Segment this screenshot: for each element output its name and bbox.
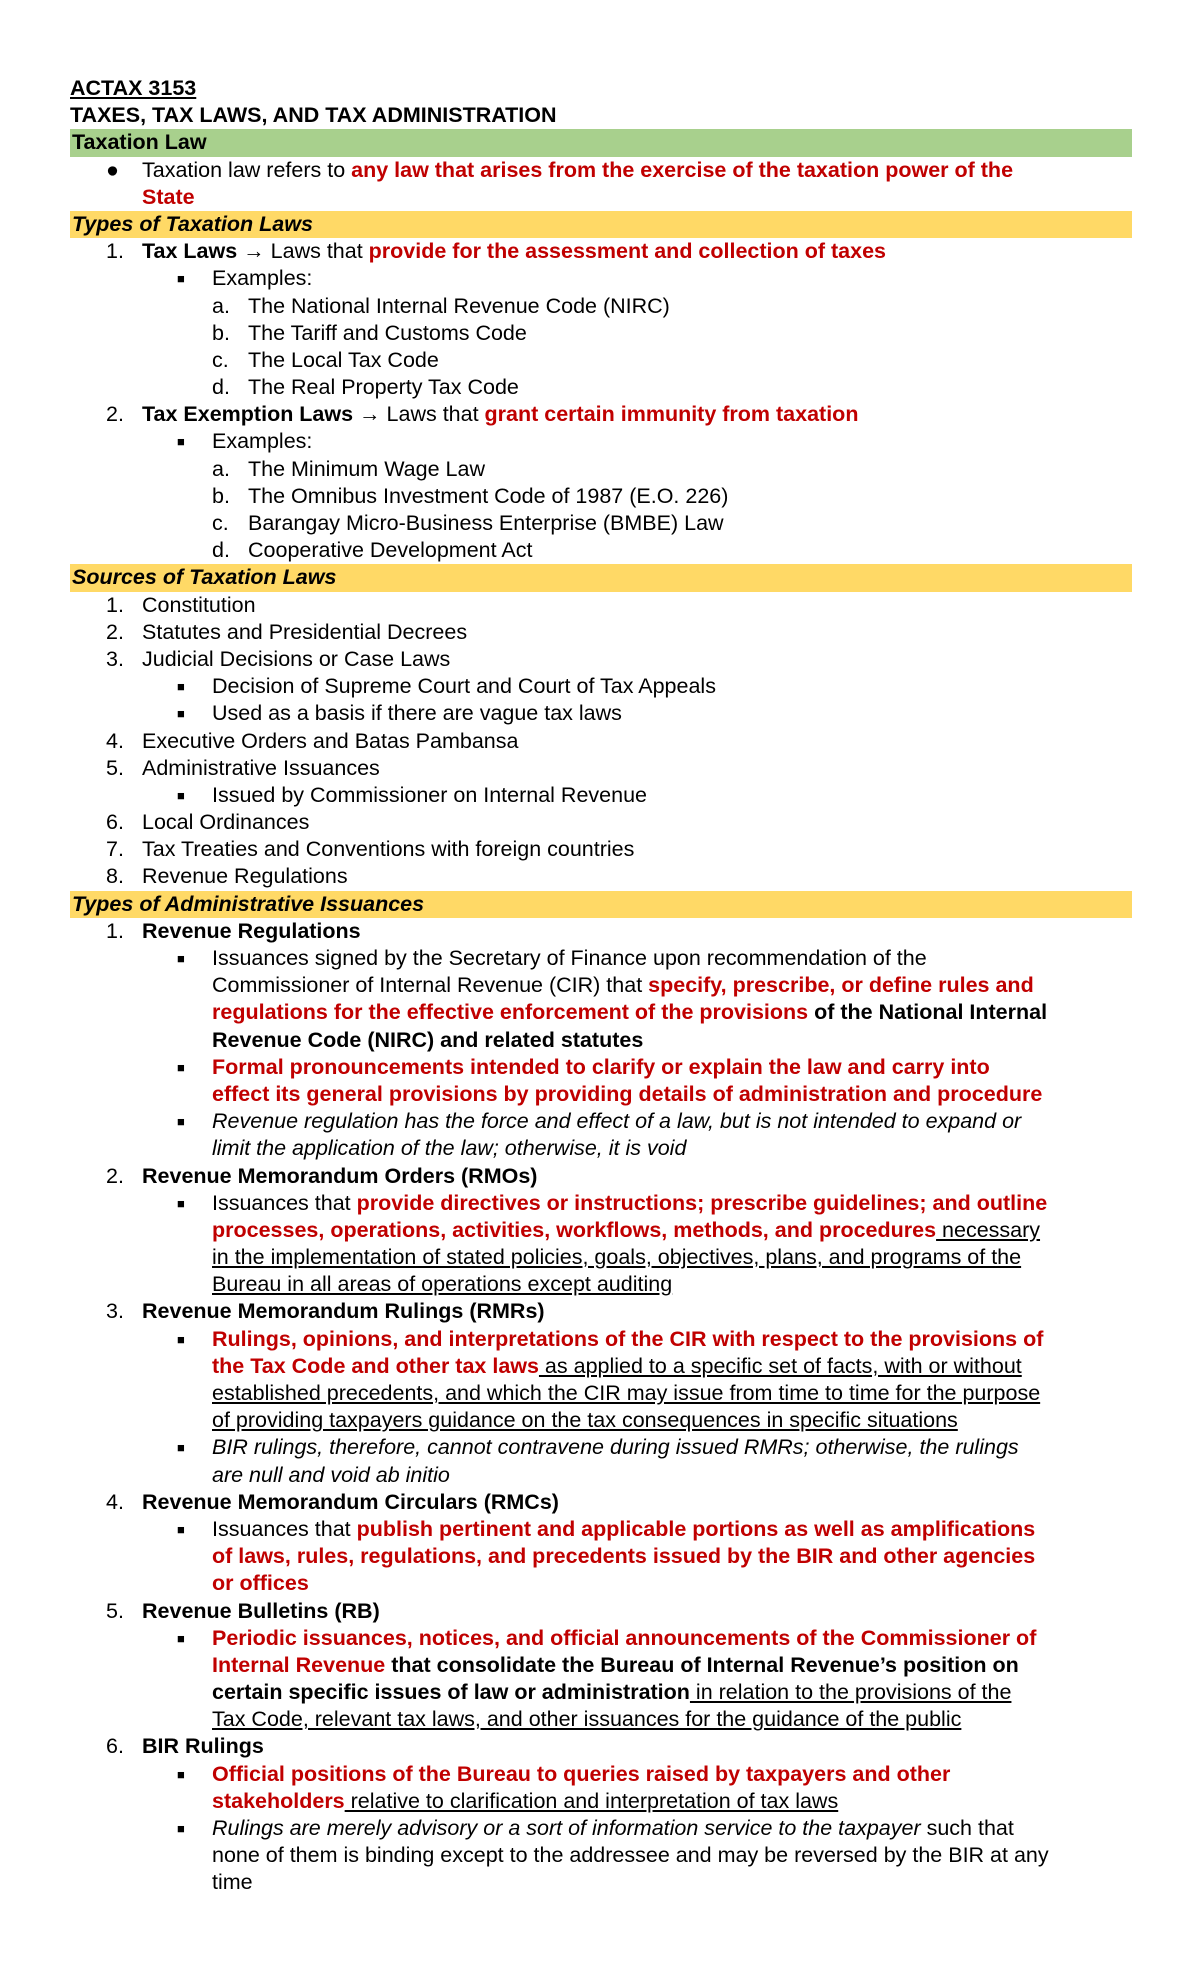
sub-bullet: ■ Rulings are merely advisory or a sort of information service to the taxpayer such that: [70, 1815, 1132, 1842]
example-item: b. The Omnibus Investment Code of 1987 (E.O. 226): [212, 483, 729, 508]
list-item-rmrs: 3. Revenue Memorandum Rulings (RMRs): [106, 1299, 545, 1324]
sub-bullet: ■ Issuances that publish pertinent and applicable portions as well as amplifications: [70, 1516, 1132, 1543]
list-number: 1.: [106, 239, 124, 264]
sub-bullet: ■ Issuances that provide directives or instructions; prescribe guidelines; and outline: [70, 1190, 1132, 1217]
square-bullet-icon: ■: [177, 787, 185, 803]
sub-bullet: ■ Examples:: [70, 428, 1132, 455]
bullet-dot-icon: ●: [106, 157, 119, 182]
bullet-item: ● Taxation law refers to any law that arises from the exercise of the taxation power of the: [70, 157, 1132, 184]
arrow-icon: →: [353, 402, 387, 427]
square-bullet-icon: ■: [177, 951, 185, 966]
section-heading-sources-of-taxation-laws: Sources of Taxation Laws: [70, 564, 1132, 591]
section-heading-types-of-administrative-issuances: Types of Administrative Issuances: [70, 891, 1132, 918]
square-bullet-icon: ■: [177, 1059, 185, 1075]
list-item-rmcs: 4. Revenue Memorandum Circulars (RMCs): [106, 1489, 559, 1514]
course-code: ACTAX 3153: [70, 76, 197, 100]
list-item: 3. Judicial Decisions or Case Laws: [106, 646, 451, 671]
example-item: a. The Minimum Wage Law: [212, 456, 485, 481]
sub-bullet: ■ Rulings, opinions, and interpretations of the CIR with respect to the provisions of: [70, 1326, 1132, 1353]
sub-bullet: ■ Issuances signed by the Secretary of Finance upon recommendation of the: [70, 945, 1132, 972]
sub-bullet: ■ Examples:: [70, 265, 1132, 292]
list-item-revenue-regulations: 1. Revenue Regulations: [106, 918, 361, 943]
square-bullet-icon: ■: [177, 434, 185, 450]
sub-bullet: ■ BIR rulings, therefore, cannot contravene during issued RMRs; otherwise, the rulings: [70, 1434, 1132, 1461]
square-bullet-icon: ■: [177, 1821, 185, 1836]
square-bullet-icon: ■: [177, 1114, 185, 1130]
list-item: 1. Constitution: [106, 592, 256, 617]
square-bullet-icon: ■: [177, 1440, 185, 1456]
example-item: c. Barangay Micro-Business Enterprise (BMBE) Law: [212, 511, 724, 535]
square-bullet-icon: ■: [177, 1521, 185, 1537]
sub-bullet: ■ Used as a basis if there are vague tax laws: [70, 700, 1132, 727]
square-bullet-icon: ■: [177, 679, 185, 695]
sub-bullet: ■ Official positions of the Bureau to queries raised by taxpayers and other: [70, 1761, 1132, 1788]
list-number: 2.: [106, 402, 124, 427]
square-bullet-icon: ■: [177, 1630, 185, 1646]
example-item: b. The Tariff and Customs Code: [212, 320, 527, 345]
sub-bullet: ■ Decision of Supreme Court and Court of Tax Appeals: [70, 673, 1132, 700]
example-item: c. The Local Tax Code: [212, 347, 439, 372]
list-item: 2. Statutes and Presidential Decrees: [106, 619, 468, 644]
list-item: 7. Tax Treaties and Conventions with foreign countries: [106, 837, 635, 862]
list-item-revenue-bulletins: 5. Revenue Bulletins (RB): [106, 1598, 380, 1623]
example-item: d. Cooperative Development Act: [212, 538, 533, 563]
document-page: ACTAX 3153 TAXES, TAX LAWS, AND TAX ADMINISTRATION Taxation Law ● Taxation law refers to any law that arises from the exercise of the taxation power of the State Types of Taxation Laws 1. Tax Laws → Laws that provide for the assessment and collection of taxes ■ Examples: a. The National Internal Revenue Code (NIRC) b. The Tariff and Customs Code c. The Local Tax Code d. The Real Property Tax Code 2. Tax Exemption Laws → Laws that grant certain immunity from taxation ■ Examples: a. The Minimum Wage Law b. The Omnibus Investment Code of 1987 (E.O. 226) c. Barangay Micro-Business Enterprise (BMBE) Law d. Cooperative Development Act Sources of Taxation Laws 1. Constitution 2. Statutes and Presidential Decrees 3. Judicial Decisions or Case Laws ■ Decision of Supreme Court and Court of Tax Appeals ■ Used as a basis if there are vague tax laws 4. Executive Orders and Batas Pambansa 5. Administrative Issuances ■ Issued by Commissioner on Internal Revenue 6. Local Ordinances 7. Tax Treaties and Conventions with foreign countries 8. Revenue Regulations Types of Administrative Issuances 1. Revenue Regulations ■ Issuances signed by the Secretary of Finance upon recommendation of the Commissioner of Internal Revenue (CIR) that specify, prescribe, or define rules and regulations for the effective enforcement of the provisions of the National Internal Revenue Code (NIRC) and related statutes ■ Formal pronouncements intended to clarify or explain the law and carry into effect its general provisions by providing details of administration and procedure ■ Revenue regulation has the force and effect of a law, but is not intended to expand or limit the application of the law; otherwise, it is void 2. Revenue Memorandum Orders (RMOs) ■ Issuances that provide directives or instructions; prescribe guidelines; and outline processes, operations, activities, workflows, methods, and procedures necessary in the implementation of stated policies, goals, objectives, plans, and programs of the Bureau in all areas of operations except auditing 3. Revenue Memorandum Rulings (RMRs) ■ Rulings, opinions, and interpretations of the CIR with respect to the provisions of the Tax Code and other tax laws as applied to a specific set of facts, with or without established precedents, and which the CIR may issue from time to time for the purpose of providing taxpayers guidance on the tax consequences in specific situations ■ BIR rulings, therefore, cannot contravene during issued RMRs; otherwise, the rulings are null and void ab initio 4. Revenue Memorandum Circulars (RMCs) ■ Issuances that publish pertinent and applicable portions as well as amplifications of laws, rules, regulations, and precedents issued by the BIR and other agencies or offices 5. Revenue Bulletins (RB) ■ Periodic issuances, notices, and official announcements of the Commissioner of Internal Revenue that consolidate the Bureau of Internal Revenue’s position on certain specific issues of law or administration in relation to the provisions of the Tax Code, relevant tax laws, and other issuances for the guidance of the public 6. BIR Rulings ■ Official positions of the Bureau to queries raised by taxpayers and other stakeholders relative to clarification and interpretation of tax laws ■ Rulings are merely advisory or a sort of information service to the taxpayer such that none of them is binding except to the addressee and may be reversed by the BIR at any time: [70, 75, 1132, 1897]
square-bullet-icon: ■: [177, 706, 185, 722]
list-item-tax-laws: 1. Tax Laws → Laws that provide for the assessment and collection of taxes: [70, 238, 1132, 265]
list-item-rmos: 2. Revenue Memorandum Orders (RMOs): [106, 1163, 538, 1188]
section-heading-types-of-taxation-laws: Types of Taxation Laws: [70, 211, 1132, 238]
list-item: 8. Revenue Regulations: [106, 864, 348, 889]
example-item: a. The National Internal Revenue Code (NIRC): [212, 293, 670, 318]
example-item: d. The Real Property Tax Code: [212, 375, 519, 400]
square-bullet-icon: ■: [177, 1766, 185, 1782]
bullet-continuation: State: [142, 184, 195, 209]
list-item: 6. Local Ordinances: [106, 810, 310, 835]
arrow-icon: →: [237, 239, 271, 264]
list-item: 5. Administrative Issuances: [106, 755, 380, 780]
sub-bullet: ■ Revenue regulation has the force and effect of a law, but is not intended to expand or: [70, 1108, 1132, 1135]
list-item-tax-exemption-laws: 2. Tax Exemption Laws → Laws that grant certain immunity from taxation: [70, 401, 1132, 428]
list-item-bir-rulings: 6. BIR Rulings: [106, 1734, 264, 1759]
document-title: TAXES, TAX LAWS, AND TAX ADMINISTRATION: [70, 103, 557, 128]
sub-bullet: ■ Issued by Commissioner on Internal Revenue: [70, 782, 1132, 809]
square-bullet-icon: ■: [177, 1195, 185, 1211]
square-bullet-icon: ■: [177, 271, 185, 287]
list-item: 4. Executive Orders and Batas Pambansa: [106, 728, 519, 753]
square-bullet-icon: ■: [177, 1331, 185, 1347]
sub-bullet: ■ Periodic issuances, notices, and official announcements of the Commissioner of: [70, 1625, 1132, 1652]
section-heading-taxation-law: Taxation Law: [70, 129, 1132, 156]
sub-bullet: ■ Formal pronouncements intended to clarify or explain the law and carry into: [70, 1054, 1132, 1081]
